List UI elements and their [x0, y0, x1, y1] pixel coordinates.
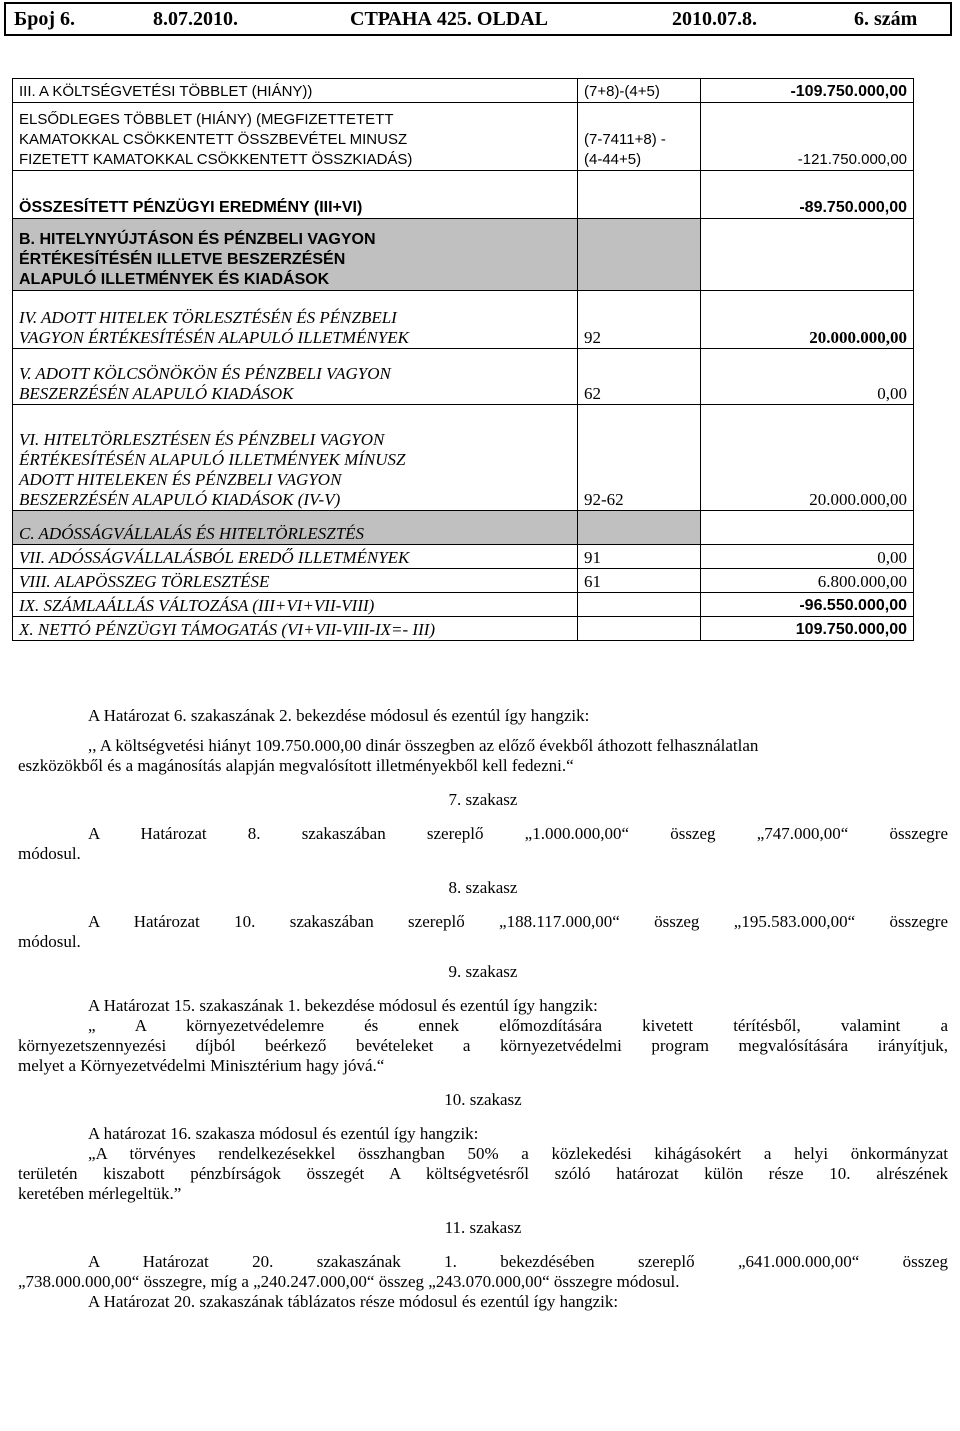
row-label: V. ADOTT KÖLCSÖNÖKÖN ÉS PÉNZBELI VAGYON BESZERZÉSÉN ALAPULÓ KIADÁSOK: [13, 349, 578, 405]
row-formula: 91: [578, 545, 701, 569]
table-row: [13, 291, 914, 349]
paragraph: „ A környezetvédelemre és ennek előmozdítására kivetett térítésből, valamint a: [88, 1016, 948, 1035]
paragraph: A Határozat 6. szakaszának 2. bekezdése módosul és ezentúl így hangzik:: [88, 706, 590, 725]
row-formula: 61: [578, 569, 701, 593]
paragraph: A Határozat 15. szakaszának 1. bekezdése módosul és ezentúl így hangzik:: [88, 996, 598, 1015]
table-row: [13, 103, 914, 171]
paragraph: A Határozat 20. szakaszának táblázatos része módosul és ezentúl így hangzik:: [88, 1292, 619, 1311]
row-amount: 6.800.000,00: [701, 569, 914, 593]
table-row: [13, 349, 914, 405]
row-amount: 0,00: [701, 545, 914, 569]
paragraph: területén kiszabott pénzbírságok összegét A költségvetésről szóló határozat külön része 10. alrészének: [18, 1164, 948, 1183]
row-label: VI. HITELTÖRLESZTÉSEN ÉS PÉNZBELI VAGYON ÉRTÉKESÍTÉSÉN ALAPULÓ ILLETMÉNYEK MÍNUSZ ADOTT HITELEKEN ÉS PÉNZBELI VAGYON BESZERZÉSÉN ALAPULÓ KIADÁSOK (IV-V): [13, 405, 578, 511]
table-row: [13, 569, 914, 593]
row-formula: [578, 593, 701, 617]
paragraph: melyet a Környezetvédelmi Minisztérium hagy jóvá.“: [18, 1056, 385, 1075]
paragraph: keretében mérlegeltük.”: [18, 1184, 182, 1203]
paragraph: A határozat 16. szakasza módosul és ezentúl így hangzik:: [88, 1124, 479, 1143]
row-formula: (7-7411+8) - (4-44+5): [578, 103, 701, 171]
row-label: III. A KÖLTSÉGVETÉSI TÖBBLET (HIÁNY)): [13, 79, 578, 103]
issue-number-serbian: Број 6.: [14, 8, 76, 30]
date-serbian: 8.07.2010.: [153, 8, 238, 30]
document-body: [18, 706, 948, 1312]
table-row: [13, 617, 914, 641]
budget-table: [12, 78, 914, 641]
paragraph: A Határozat 20. szakaszának 1. bekezdésében szereplő „641.000.000,00“ összeg: [88, 1252, 948, 1271]
row-formula: (7+8)-(4+5): [578, 79, 701, 103]
row-label: ÖSSZESÍTETT PÉNZÜGYI EREDMÉNY (III+VI): [13, 171, 578, 219]
row-formula: 62: [578, 349, 701, 405]
row-label: C. ADÓSSÁGVÁLLALÁS ÉS HITELTÖRLESZTÉS: [13, 511, 578, 545]
row-amount: -109.750.000,00: [701, 79, 914, 103]
section-heading: 7. szakasz: [448, 790, 518, 809]
table-row: [13, 171, 914, 219]
page-number: СТРАНА 425. OLDAL: [350, 8, 549, 30]
paragraph: A Határozat 10. szakaszában szereplő „188.117.000,00“ összeg „195.583.000,00“ összegre: [88, 912, 948, 931]
row-formula: [578, 617, 701, 641]
row-formula: [578, 171, 701, 219]
row-amount: -96.550.000,00: [701, 593, 914, 617]
paragraph: „738.000.000,00“ összegre, míg a „240.247.000,00“ összeg „243.070.000,00“ összegre módosul.: [18, 1272, 680, 1291]
row-amount: 0,00: [701, 349, 914, 405]
row-label: IX. SZÁMLAÁLLÁS VÁLTOZÁSA (III+VI+VII-VIII): [13, 593, 578, 617]
row-formula: 92-62: [578, 405, 701, 511]
section-heading: 10. szakasz: [444, 1090, 522, 1109]
date-hungarian: 2010.07.8.: [672, 8, 757, 30]
paragraph: környezetszennyezési díjból beérkező bevételeket a környezetvédelmi program megvalósítására irányítjuk,: [18, 1036, 948, 1055]
row-amount: 109.750.000,00: [701, 617, 914, 641]
row-label: VIII. ALAPÖSSZEG TÖRLESZTÉSE: [13, 569, 578, 593]
table-row: [13, 79, 914, 103]
paragraph: „A törvényes rendelkezésekkel összhangban 50% a közlekedési kihágásokért a helyi önkormányzat: [88, 1144, 948, 1163]
paragraph: módosul.: [18, 932, 81, 951]
row-amount: -121.750.000,00: [701, 103, 914, 171]
paragraph: ,, A költségvetési hiányt 109.750.000,00 dinár összegben az előző évekből áthozott felhasználatlan: [88, 736, 759, 755]
row-formula: 92: [578, 291, 701, 349]
paragraph: A Határozat 8. szakaszában szereplő „1.000.000,00“ összeg „747.000,00“ összegre: [88, 824, 948, 843]
row-amount: -89.750.000,00: [701, 171, 914, 219]
row-amount: 20.000.000,00: [701, 405, 914, 511]
row-label: X. NETTÓ PÉNZÜGYI TÁMOGATÁS (VI+VII-VIII-IX=- III): [13, 617, 578, 641]
row-label: ELSŐDLEGES TÖBBLET (HIÁNY) (MEGFIZETTETETT KAMATOKKAL CSÖKKENTETT ÖSSZBEVÉTEL MINUSZ FIZETETT KAMATOKKAL CSÖKKENTETT ÖSSZKIADÁS): [13, 103, 578, 171]
row-label: VII. ADÓSSÁGVÁLLALÁSBÓL EREDŐ ILLETMÉNYEK: [13, 545, 578, 569]
page-header: [4, 2, 952, 36]
paragraph: eszközökből és a magánosítás alapján megvalósított illetményekből kell fedezni.“: [18, 756, 574, 775]
section-heading: 8. szakasz: [448, 878, 518, 897]
row-amount: 20.000.000,00: [701, 291, 914, 349]
table-row: [13, 511, 914, 545]
table-row: [13, 545, 914, 569]
issue-number-hungarian: 6. szám: [854, 8, 918, 30]
row-label: B. HITELYNYÚJTÁSON ÉS PÉNZBELI VAGYON ÉRTÉKESÍTÉSÉN ILLETVE BESZERZÉSÉN ALAPULÓ ILLETMÉNYEK ÉS KIADÁSOK: [13, 219, 578, 291]
table-row: [13, 405, 914, 511]
paragraph: módosul.: [18, 844, 81, 863]
row-label: IV. ADOTT HITELEK TÖRLESZTÉSÉN ÉS PÉNZBELI VAGYON ÉRTÉKESÍTÉSÉN ALAPULÓ ILLETMÉNYEK: [13, 291, 578, 349]
section-heading: 9. szakasz: [448, 962, 518, 981]
table-row: [13, 219, 914, 291]
section-heading: 11. szakasz: [444, 1218, 522, 1237]
table-row: [13, 593, 914, 617]
